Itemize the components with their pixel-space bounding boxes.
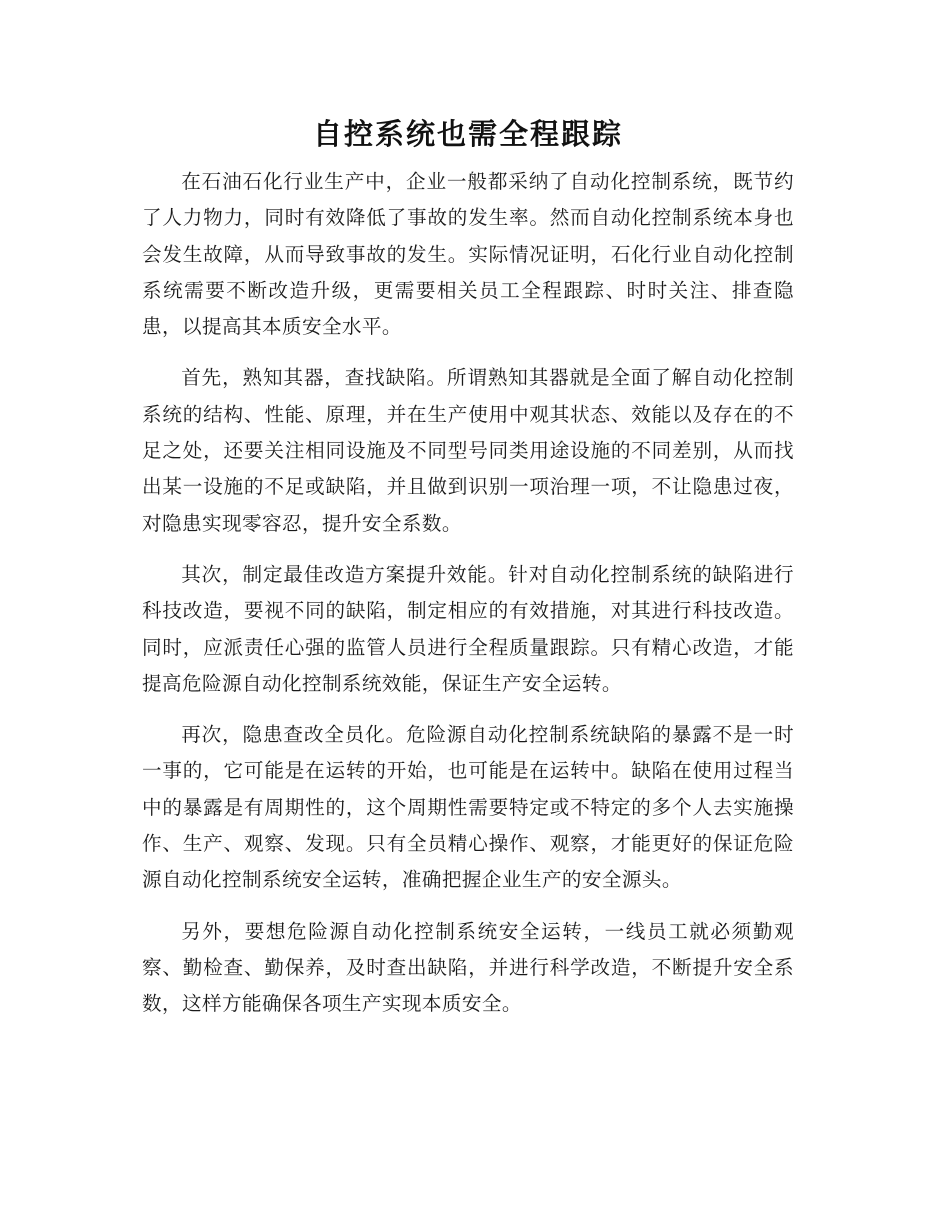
paragraph-intro: 在石油石化行业生产中，企业一般都采纳了自动化控制系统，既节约了人力物力，同时有效降低了事故的发生率。然而自动化控制系统本身也会发生故障，从而导致事故的发生。实际情况证明，石化行业自动化控制系统需要不断改造升级，更需要相关员工全程跟踪、时时关注、排查隐患，以提高其本质安全水平。 [142, 170, 794, 339]
paragraph-conclusion: 另外，要想危险源自动化控制系统安全运转，一线员工就必须勤观察、勤检查、勤保养，及时查出缺陷，并进行科学改造，不断提升安全系数，这样方能确保各项生产实现本质安全。 [142, 919, 794, 1016]
paragraph-third: 再次，隐患查改全员化。危险源自动化控制系统缺陷的暴露不是一时一事的，它可能是在运转的开始，也可能是在运转中。缺陷在使用过程当中的暴露是有周期性的，这个周期性需要特定或不特定的多个人去实施操作、生产、观察、发现。只有全员精心操作、观察，才能更好的保证危险源自动化控制系统安全运转，准确把握企业生产的安全源头。 [142, 723, 794, 892]
document-title: 自控系统也需全程跟踪 [312, 117, 623, 151]
document-page [142, 112, 794, 1038]
paragraph-second: 其次，制定最佳改造方案提升效能。针对自动化控制系统的缺陷进行科技改造，要视不同的缺陷，制定相应的有效措施，对其进行科技改造。同时，应派责任心强的监管人员进行全程质量跟踪。只有精心改造，才能提高危险源自动化控制系统效能，保证生产安全运转。 [142, 562, 794, 695]
paragraph-first: 首先，熟知其器，查找缺陷。所谓熟知其器就是全面了解自动化控制系统的结构、性能、原理，并在生产使用中观其状态、效能以及存在的不足之处，还要关注相同设施及不同型号同类用途设施的不同差别，从而找出某一设施的不足或缺陷，并且做到识别一项治理一项，不让隐患过夜，对隐患实现零容忍，提升安全系数。 [142, 366, 794, 535]
